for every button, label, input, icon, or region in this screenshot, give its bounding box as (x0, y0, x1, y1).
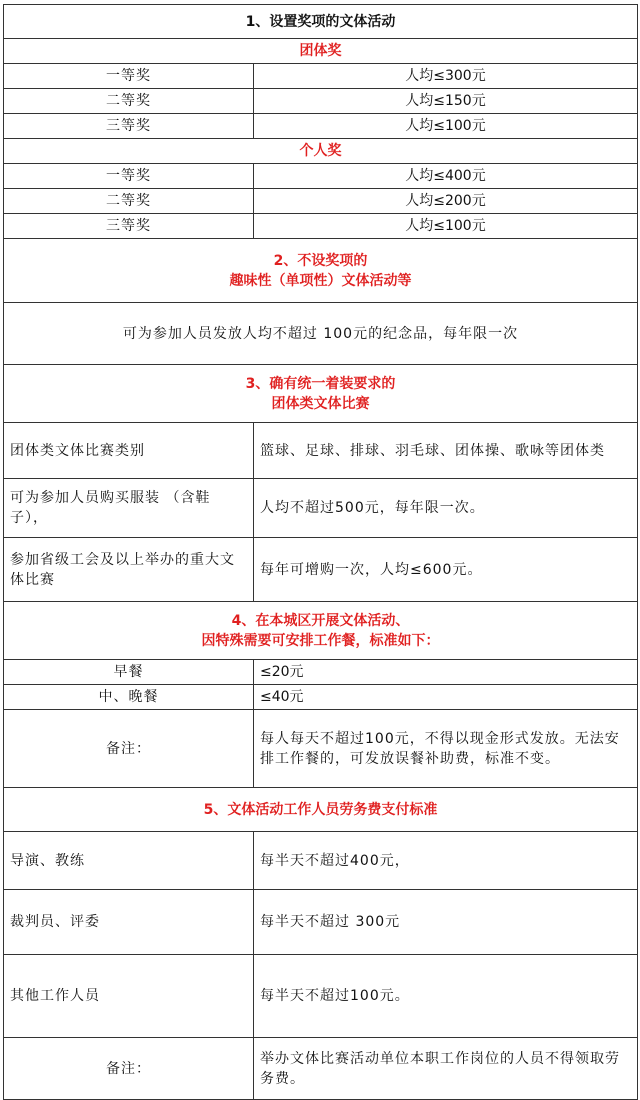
other-staff-value: 每半天不超过100元。 (254, 955, 638, 1038)
table-row (4, 660, 638, 685)
table-row (4, 89, 638, 114)
table-row (4, 955, 638, 1038)
individual-award-header-row (4, 139, 638, 164)
lunch-dinner-label: 中、晚餐 (4, 685, 254, 710)
individual-third-value: 人均≤100元 (254, 214, 638, 239)
referee-judge-value: 每半天不超过 300元 (254, 890, 638, 955)
section2-header-line2: 趣味性（单项性）文体活动等 (229, 272, 412, 289)
team-third-label: 三等奖 (4, 114, 254, 139)
provincial-competition-value: 每年可增购一次，人均≤600元。 (254, 538, 638, 602)
competition-category-value: 篮球、足球、排球、羽毛球、团体操、歌咏等团体类 (254, 423, 638, 479)
section4-header-line2: 因特殊需要可安排工作餐，标准如下： (201, 632, 440, 649)
labor-note-label: 备注： (4, 1038, 254, 1100)
section5-header-row (4, 788, 638, 832)
table-row (4, 832, 638, 890)
section3-header-line1: 3、确有统一着装要求的 (245, 375, 396, 392)
section4-header-line1: 4、在本城区开展文体活动、 (231, 612, 410, 629)
section4-header-row (4, 602, 638, 660)
table-row (4, 189, 638, 214)
breakfast-value: ≤20元 (254, 660, 638, 685)
individual-first-value: 人均≤400元 (254, 164, 638, 189)
uniform-value: 人均不超过500元，每年限一次。 (254, 479, 638, 538)
table-row (4, 423, 638, 479)
uniform-label: 可为参加人员购买服装 （含鞋子）， (4, 479, 254, 538)
meal-note-value: 每人每天不超过100元，不得以现金形式发放。无法安排工作餐的，可发放误餐补助费，标准不变。 (254, 710, 638, 788)
individual-second-value: 人均≤200元 (254, 189, 638, 214)
lunch-dinner-value: ≤40元 (254, 685, 638, 710)
table-row (4, 114, 638, 139)
director-coach-value: 每半天不超过400元， (254, 832, 638, 890)
team-second-label: 二等奖 (4, 89, 254, 114)
section4-header (4, 602, 638, 660)
other-staff-label: 其他工作人员 (4, 955, 254, 1038)
section2-text: 可为参加人员发放人均不超过 100元的纪念品，每年限一次 (4, 303, 638, 365)
section3-header-row (4, 365, 638, 423)
individual-first-label: 一等奖 (4, 164, 254, 189)
director-coach-label: 导演、教练 (4, 832, 254, 890)
table-row (4, 479, 638, 538)
table-row (4, 164, 638, 189)
table-row (4, 890, 638, 955)
team-award-header: 团体奖 (4, 39, 638, 64)
table-row (4, 538, 638, 602)
team-first-label: 一等奖 (4, 64, 254, 89)
section2-header-line1: 2、不设奖项的 (273, 252, 368, 269)
meal-note-label: 备注： (4, 710, 254, 788)
section3-header-line2: 团体类文体比赛 (271, 395, 370, 412)
table-row (4, 1038, 638, 1100)
section2-header-row (4, 239, 638, 303)
provincial-competition-label: 参加省级工会及以上举办的重大文体比赛 (4, 538, 254, 602)
team-first-value: 人均≤300元 (254, 64, 638, 89)
individual-second-label: 二等奖 (4, 189, 254, 214)
section3-header (4, 365, 638, 423)
table-row (4, 710, 638, 788)
individual-third-label: 三等奖 (4, 214, 254, 239)
section1-title: 1、设置奖项的文体活动 (4, 5, 638, 39)
section2-header (4, 239, 638, 303)
individual-award-header: 个人奖 (4, 139, 638, 164)
section2-text-row (4, 303, 638, 365)
team-third-value: 人均≤100元 (254, 114, 638, 139)
team-second-value: 人均≤150元 (254, 89, 638, 114)
table-row (4, 214, 638, 239)
section1-title-row (4, 5, 638, 39)
section5-header: 5、文体活动工作人员劳务费支付标准 (4, 788, 638, 832)
breakfast-label: 早餐 (4, 660, 254, 685)
table-row (4, 685, 638, 710)
referee-judge-label: 裁判员、评委 (4, 890, 254, 955)
table-row (4, 64, 638, 89)
team-award-header-row (4, 39, 638, 64)
competition-category-label: 团体类文体比赛类别 (4, 423, 254, 479)
labor-note-value: 举办文体比赛活动单位本职工作岗位的人员不得领取劳务费。 (254, 1038, 638, 1100)
policy-table (3, 4, 638, 1100)
